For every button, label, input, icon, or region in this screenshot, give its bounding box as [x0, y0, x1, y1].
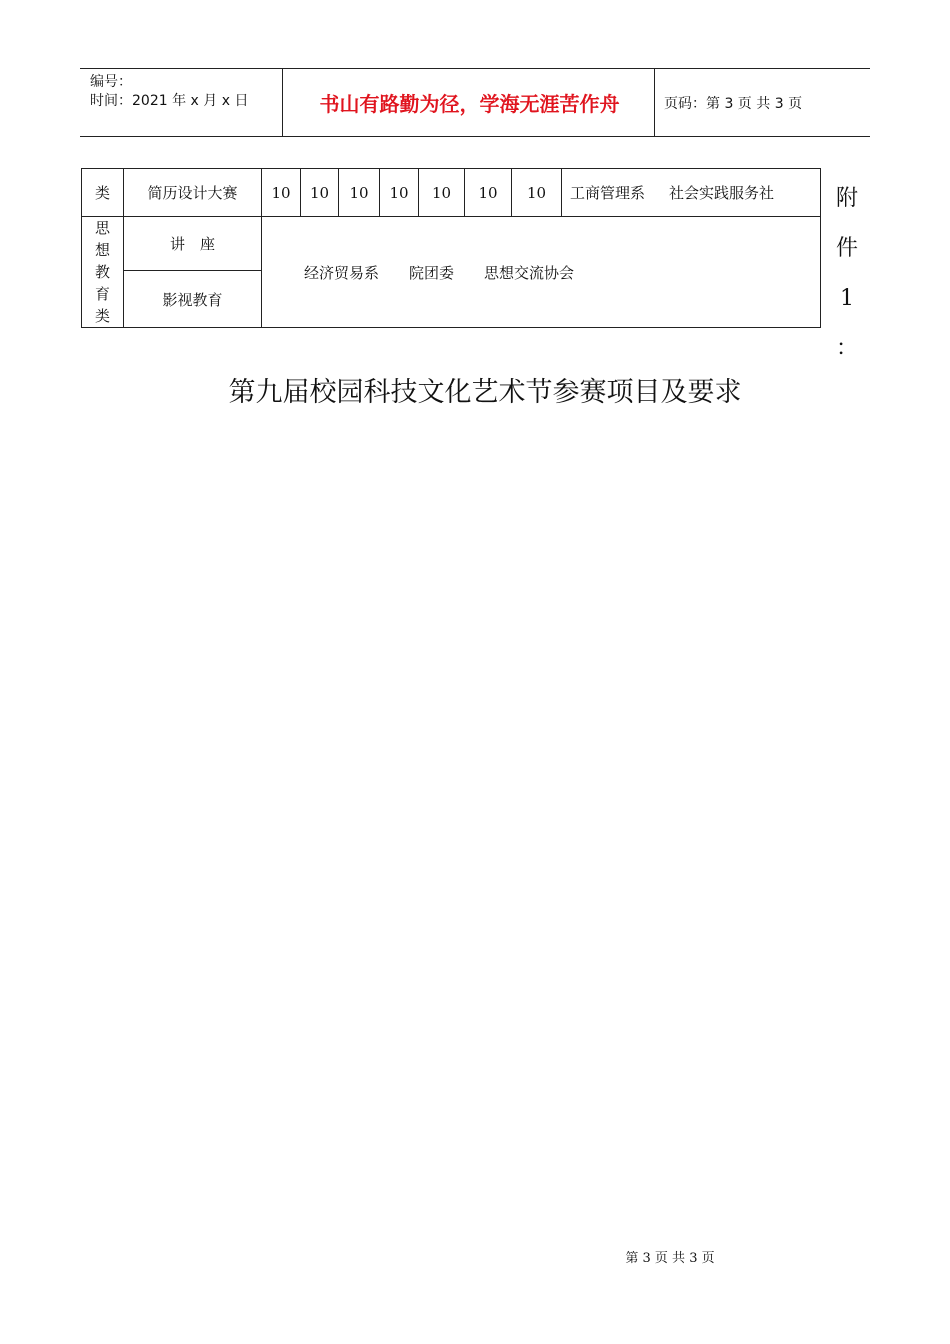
page-info: 页码：第 3 页 共 3 页 — [664, 95, 803, 112]
page-footer: 第 3 页 共 3 页 — [625, 1251, 715, 1266]
attachment-char: ： — [835, 336, 858, 361]
organizer-cell — [262, 217, 821, 328]
time-label: 时间：2021 年 x 月 x 日 — [90, 93, 249, 109]
category-char: 思 — [94, 219, 110, 237]
table-row — [82, 217, 821, 271]
table-row — [82, 169, 821, 217]
category-char: 类 — [94, 307, 110, 325]
attachment-char: 附 — [835, 186, 858, 211]
events-table — [81, 168, 821, 328]
score-cell: 10 — [262, 169, 301, 217]
score-cell: 10 — [465, 169, 512, 217]
item-cell: 影视教育 — [124, 271, 262, 328]
score-cell: 10 — [419, 169, 465, 217]
header-divider — [654, 69, 655, 136]
attachment-char: 件 — [835, 236, 858, 261]
motto-text: 书山有路勤为径，学海无涯苦作舟 — [319, 92, 620, 116]
score-cell: 10 — [380, 169, 419, 217]
score-cell: 10 — [339, 169, 380, 217]
score-cell: 10 — [301, 169, 339, 217]
document-header — [80, 68, 870, 137]
item-cell: 简历设计大赛 — [124, 169, 262, 217]
category-cell: 类 — [82, 169, 124, 217]
score-cell: 10 — [512, 169, 562, 217]
organizer-name: 经济贸易系 — [304, 263, 380, 282]
organizer-name: 院团委 — [409, 263, 455, 282]
organizer-name: 思想交流协会 — [484, 263, 575, 282]
attachment-label — [832, 174, 862, 374]
serial-label: 编号： — [90, 74, 132, 90]
page-title: 第九届校园科技文化艺术节参赛项目及要求 — [228, 377, 742, 408]
category-cell — [82, 217, 124, 328]
attachment-char: 1 — [840, 286, 854, 311]
department-cell — [562, 169, 821, 217]
item-cell: 讲 座 — [124, 217, 262, 271]
header-meta — [90, 73, 248, 111]
category-char: 育 — [94, 285, 110, 303]
category-char: 教 — [94, 263, 110, 281]
department-name: 工商管理系 — [570, 184, 646, 202]
category-char: 想 — [94, 241, 110, 259]
department-name: 社会实践服务社 — [669, 184, 775, 202]
